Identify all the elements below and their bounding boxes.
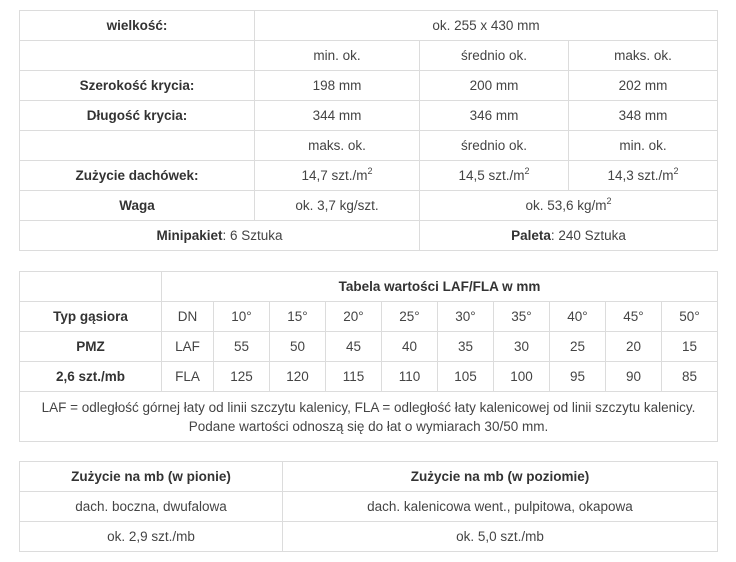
- table-row: [20, 131, 718, 161]
- weight-per-piece: ok. 3,7 kg/szt.: [255, 191, 420, 221]
- tile-usage-max-value: 14,7 szt./m: [301, 168, 368, 183]
- pallet-label: Paleta: [511, 228, 551, 243]
- coverage-width-label: Szerokość krycia:: [20, 71, 255, 101]
- column-header-min: min. ok.: [569, 131, 718, 161]
- coverage-length-max: 348 mm: [569, 101, 718, 131]
- angle-cell: 40°: [550, 302, 606, 332]
- coverage-length-mid: 346 mm: [420, 101, 569, 131]
- ridge-type-label: Typ gąsiora: [20, 302, 162, 332]
- coverage-length-label: Długość krycia:: [20, 101, 255, 131]
- value-cell: 115: [326, 362, 382, 392]
- empty-cell: [20, 41, 255, 71]
- value-cell: 15: [662, 332, 718, 362]
- table-row: [20, 161, 718, 191]
- tile-usage-label: Zużycie dachówek:: [20, 161, 255, 191]
- pallet-cell: [420, 221, 718, 251]
- superscript: 2: [606, 196, 612, 206]
- table-row: [20, 522, 718, 552]
- value-cell: 105: [438, 362, 494, 392]
- ridge-usage-table: [19, 461, 718, 552]
- laf-fla-title: Tabela wartości LAF/FLA w mm: [162, 272, 718, 302]
- table-row: [20, 332, 718, 362]
- vertical-tile-type: dach. boczna, dwufalowa: [20, 492, 283, 522]
- minipack-value: : 6 Sztuka: [222, 228, 283, 243]
- angle-cell: 20°: [326, 302, 382, 332]
- empty-cell: [20, 131, 255, 161]
- value-cell: 50: [270, 332, 326, 362]
- value-cell: 90: [606, 362, 662, 392]
- table-row: [20, 191, 718, 221]
- angle-cell: 35°: [494, 302, 550, 332]
- table-row: [20, 392, 718, 442]
- value-cell: 95: [550, 362, 606, 392]
- value-cell: 125: [214, 362, 270, 392]
- value-cell: 100: [494, 362, 550, 392]
- table-row: [20, 11, 718, 41]
- row-name: PMZ: [20, 332, 162, 362]
- size-value: ok. 255 x 430 mm: [255, 11, 718, 41]
- row-name: 2,6 szt./mb: [20, 362, 162, 392]
- horizontal-usage-header: Zużycie na mb (w poziomie): [283, 462, 718, 492]
- column-header-max: maks. ok.: [569, 41, 718, 71]
- coverage-width-max: 202 mm: [569, 71, 718, 101]
- angle-cell: 25°: [382, 302, 438, 332]
- table-row: [20, 71, 718, 101]
- value-cell: 20: [606, 332, 662, 362]
- tile-usage-mid: [420, 161, 569, 191]
- weight-per-area: [420, 191, 718, 221]
- laf-fla-table: [19, 271, 718, 442]
- value-cell: 85: [662, 362, 718, 392]
- table-row: [20, 101, 718, 131]
- angle-cell: 10°: [214, 302, 270, 332]
- angle-cell: 30°: [438, 302, 494, 332]
- column-header-max: maks. ok.: [255, 131, 420, 161]
- value-cell: 40: [382, 332, 438, 362]
- minipack-cell: [20, 221, 420, 251]
- dn-label: DN: [162, 302, 214, 332]
- coverage-width-min: 198 mm: [255, 71, 420, 101]
- dimensions-table: [19, 10, 718, 251]
- table-row: [20, 272, 718, 302]
- column-header-min: min. ok.: [255, 41, 420, 71]
- size-label: wielkość:: [20, 11, 255, 41]
- vertical-usage-header: Zużycie na mb (w pionie): [20, 462, 283, 492]
- vertical-usage-value: ok. 2,9 szt./mb: [20, 522, 283, 552]
- column-header-mid: średnio ok.: [420, 131, 569, 161]
- tile-usage-max: [255, 161, 420, 191]
- coverage-length-min: 344 mm: [255, 101, 420, 131]
- horizontal-tile-type: dach. kalenicowa went., pulpitowa, okapowa: [283, 492, 718, 522]
- row-kind: LAF: [162, 332, 214, 362]
- value-cell: 55: [214, 332, 270, 362]
- superscript: 2: [367, 166, 373, 176]
- angle-cell: 50°: [662, 302, 718, 332]
- table-row: [20, 41, 718, 71]
- pallet-value: : 240 Sztuka: [550, 228, 626, 243]
- coverage-width-mid: 200 mm: [420, 71, 569, 101]
- empty-cell: [20, 272, 162, 302]
- tile-usage-mid-value: 14,5 szt./m: [458, 168, 525, 183]
- table-row: [20, 362, 718, 392]
- minipack-label: Minipakiet: [156, 228, 223, 243]
- superscript: 2: [524, 166, 530, 176]
- table-row: [20, 302, 718, 332]
- value-cell: 25: [550, 332, 606, 362]
- table-row: [20, 462, 718, 492]
- value-cell: 110: [382, 362, 438, 392]
- value-cell: 30: [494, 332, 550, 362]
- row-kind: FLA: [162, 362, 214, 392]
- table-row: [20, 492, 718, 522]
- table-row: [20, 221, 718, 251]
- tile-usage-min-value: 14,3 szt./m: [607, 168, 674, 183]
- angle-cell: 45°: [606, 302, 662, 332]
- column-header-mid: średnio ok.: [420, 41, 569, 71]
- weight-per-area-value: ok. 53,6 kg/m: [525, 198, 607, 213]
- value-cell: 45: [326, 332, 382, 362]
- value-cell: 120: [270, 362, 326, 392]
- tile-usage-min: [569, 161, 718, 191]
- superscript: 2: [673, 166, 679, 176]
- value-cell: 35: [438, 332, 494, 362]
- horizontal-usage-value: ok. 5,0 szt./mb: [283, 522, 718, 552]
- angle-cell: 15°: [270, 302, 326, 332]
- laf-fla-note: LAF = odległość górnej łaty od linii szczytu kalenicy, FLA = odległość łaty kalenicowej od linii szczytu kalenicy. Podane wartości odnoszą się do łat o wymiarach 30/50 mm.: [20, 392, 718, 442]
- weight-label: Waga: [20, 191, 255, 221]
